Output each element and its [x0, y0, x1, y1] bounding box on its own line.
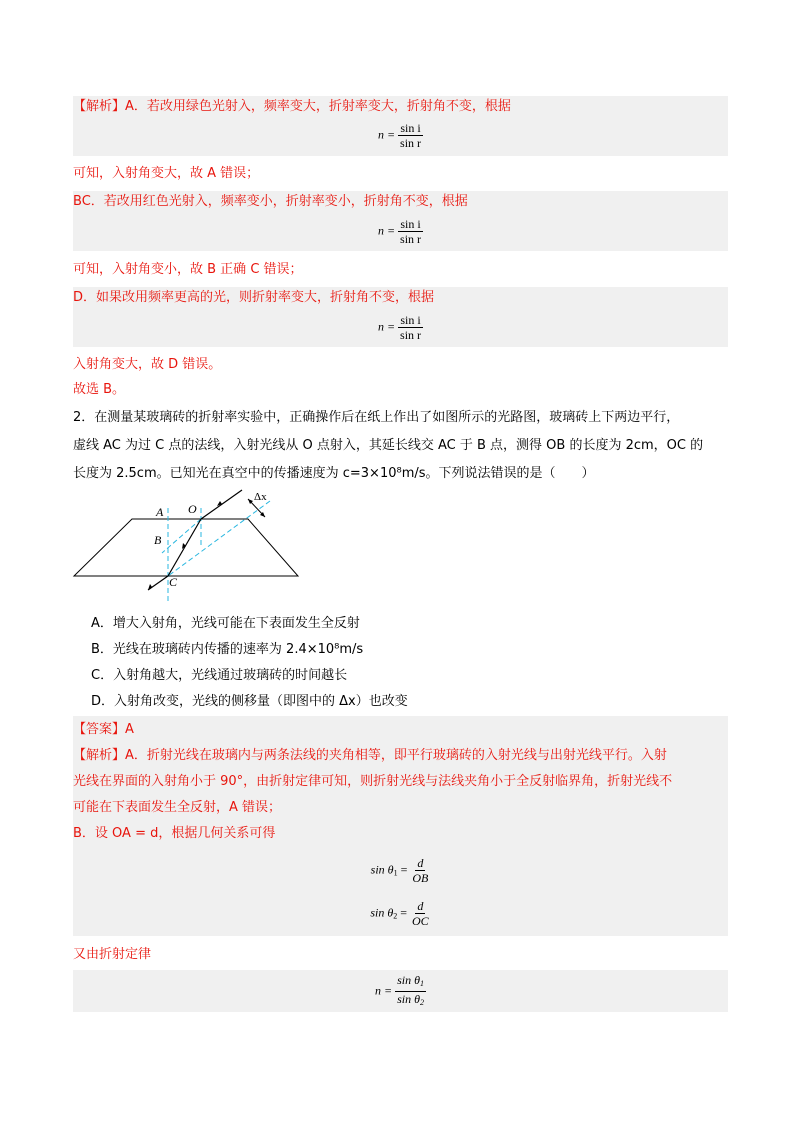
analysis-final-choice: 故选 B。 — [73, 382, 126, 397]
option-b: B．光线在玻璃砖内传播的速率为 2.4×10⁸m/s — [91, 642, 364, 657]
analysis-line-d-conclusion: 入射角变大，故 D 错误。 — [73, 357, 222, 372]
analysis-line-a-conclusion: 可知，入射角变大，故 A 错误； — [73, 166, 260, 181]
option-d: D．入射角改变，光线的侧移量（即图中的 Δx）也改变 — [91, 694, 408, 709]
question-2-line-1: 2．在测量某玻璃砖的折射率实验中，正确操作后在纸上作出了如图所示的光路图，玻璃砖上下两边平行， — [73, 410, 680, 425]
emergent-ray — [148, 576, 168, 590]
label-delta-x: Δx — [254, 491, 267, 503]
analysis-2-line-4: B．设 OA = d，根据几何关系可得 — [73, 826, 276, 841]
analysis-2-line-3: 可能在下表面发生全反射，A 错误； — [73, 800, 282, 815]
formula-snell-3: n = $\frac{\text{sin i}}{\text{sin r}}$ — [377, 313, 422, 342]
analysis-line-bc: BC．若改用红色光射入，频率变小，折射率变小，折射角不变，根据 — [73, 194, 468, 209]
analysis-2-line-5: 又由折射定律 — [73, 947, 152, 962]
label-b: B — [154, 533, 162, 547]
formula-snell-2: n = $\frac{\text{sin i}}{\text{sin r}}$ — [377, 217, 422, 246]
formula-sin-theta-2: $\sin \theta_2$ = $\frac{d}{OC}$ — [370, 899, 429, 928]
formula-snell-theta: n = $\frac{\sin \theta_1}{\sin \theta_2}$ — [374, 973, 424, 1007]
analysis-line-d: D．如果改用频率更高的光，则折射率变大，折射角不变，根据 — [73, 290, 435, 305]
analysis-line-a: 【解析】A．若改用绿色光射入，频率变大，折射率变大，折射角不变，根据 — [73, 99, 511, 114]
option-c: C．入射角越大，光线通过玻璃砖的时间越长 — [91, 668, 348, 683]
analysis-2-line-2: 光线在界面的入射角小于 90°，由折射定律可知，则折射光线与法线夹角小于全反射临界角，折射光线不 — [73, 774, 673, 789]
option-a: A．增大入射角，光线可能在下表面发生全反射 — [91, 616, 360, 631]
formula-sin-theta-1: $\sin \theta_1$ = $\frac{d}{OB}$ — [370, 856, 429, 885]
label-a: A — [156, 505, 164, 519]
incident-ray — [201, 490, 242, 519]
answer-line: 【答案】A — [73, 722, 134, 737]
question-2-line-2: 虚线 AC 为过 C 点的法线，入射光线从 O 点射入，其延长线交 AC 于 B 点，测得 OB 的长度为 2cm，OC 的 — [73, 438, 704, 453]
formula-snell-1: n = $\frac{\text{sin i}}{\text{sin r}}$ — [377, 121, 422, 150]
optical-path-figure — [70, 486, 310, 608]
refracted-ray — [168, 519, 201, 576]
emergent-extension — [168, 501, 270, 576]
analysis-2-line-1: 【解析】A．折射光线在玻璃内与两条法线的夹角相等，即平行玻璃砖的入射光线与出射光线平行。入射 — [73, 748, 667, 763]
label-c: C — [169, 575, 178, 589]
label-o: O — [188, 502, 197, 516]
analysis-line-bc-conclusion: 可知，入射角变小，故 B 正确 C 错误； — [73, 262, 303, 277]
glass-slab — [74, 519, 298, 576]
question-2-line-3: 长度为 2.5cm。已知光在真空中的传播速度为 c=3×10⁸m/s。下列说法错误的是（ ） — [73, 466, 595, 481]
